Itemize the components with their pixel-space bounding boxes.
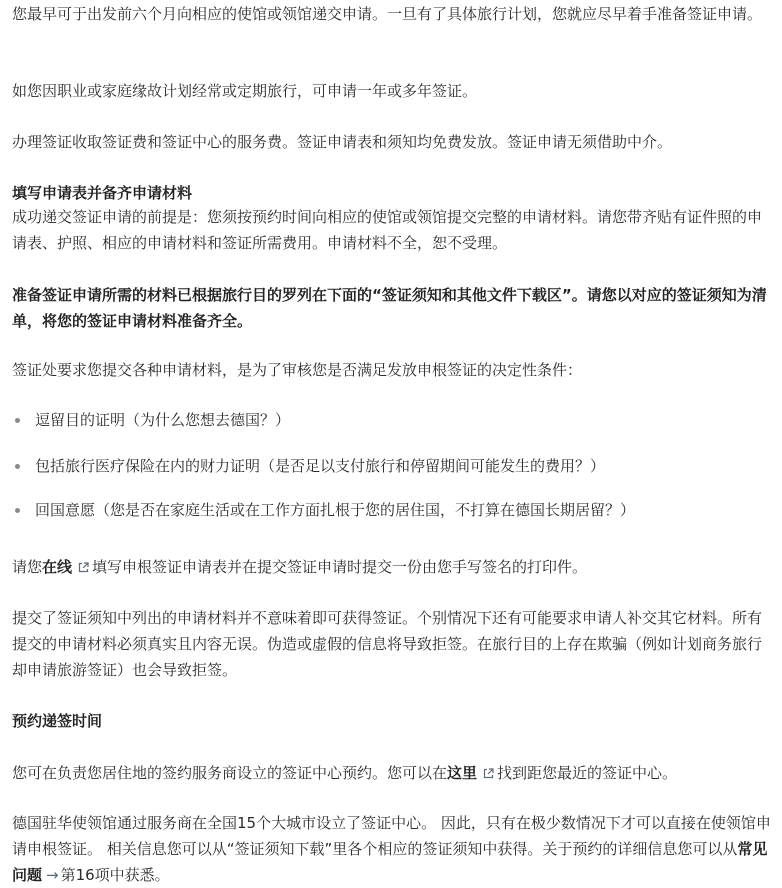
online-suffix: 填写申根签证申请表并在提交签证申请时提交一份由您手写签名的打印件。 xyxy=(92,558,588,576)
paragraph-visa-center xyxy=(12,760,776,786)
list-item-text: 逗留目的证明（为什么您想去德国？） xyxy=(35,411,291,429)
paragraph-multi-year-visa: 如您因职业或家庭缘故计划经常或定期旅行，可申请一年或多年签证。 xyxy=(12,82,478,100)
paragraph-apply-early: 您最早可于出发前六个月向相应的使馆或领馆递交申请。一旦有了具体旅行计划，您就应尽早着手准备签证申请。 xyxy=(12,5,763,23)
paragraph-fees: 办理签证收取签证费和签证中心的服务费。签证申请表和须知均免费发放。签证申请无须借助中介。 xyxy=(12,133,673,151)
visa-centers-suffix: 第16项中获悉。 xyxy=(60,866,170,884)
online-prefix: 请您 xyxy=(12,558,43,576)
external-link-icon[interactable] xyxy=(483,768,494,779)
bullet-icon xyxy=(15,418,20,423)
bullet-icon xyxy=(15,464,20,469)
list-item-text: 包括旅行医疗保险在内的财力证明（是否足以支付旅行和停留期间可能发生的费用？） xyxy=(35,457,606,475)
paragraph-warning: 提交了签证须知中列出的申请材料并不意味着即可获得签证。个别情况下还有可能要求申请人补交其它材料。所有提交的申请材料必须真实且内容无误。伪造或虚假的信息将导致拒签。在旅行目的上存在欺骗（例如计划商务旅行却申请旅游签证）也会导致拒签。 xyxy=(12,609,763,679)
paragraph-checklist-note: 准备签证申请所需的材料已根据旅行目的罗列在下面的“签证须知和其他文件下载区”。请您以对应的签证须知为清单，将您的签证申请材料准备齐全。 xyxy=(12,286,767,330)
heading-appointment: 预约递签时间 xyxy=(12,712,103,730)
list-item xyxy=(12,453,776,479)
list-item-text: 回国意愿（您是否在家庭生活或在工作方面扎根于您的居住国，不打算在德国长期居留？） xyxy=(35,501,636,519)
faq-link[interactable]: 常见问题 xyxy=(12,840,768,884)
visa-center-prefix: 您可在负责您居住地的签约服务商设立的签证中心预约。您可以在 xyxy=(12,764,448,782)
paragraph-conditions-intro: 签证处要求您提交各种申请材料，是为了审核您是否满足发放申根签证的决定性条件： xyxy=(12,361,583,379)
paragraph-visa-centers-info xyxy=(12,810,776,888)
visa-center-suffix: 找到距您最近的签证中心。 xyxy=(497,764,678,782)
bullet-icon xyxy=(15,508,20,513)
visa-center-here-link[interactable]: 这里 xyxy=(447,764,478,782)
paragraph-online-form xyxy=(12,554,776,580)
external-link-icon[interactable] xyxy=(78,562,89,573)
online-form-link[interactable]: 在线 xyxy=(42,558,73,576)
heading-fill-application: 填写申请表并备齐申请材料 xyxy=(12,184,193,202)
arrow-right-icon: → xyxy=(46,866,59,884)
list-item xyxy=(12,407,776,433)
visa-centers-prefix: 德国驻华使领馆通过服务商在全国15个大城市设立了签证中心。 因此，只有在极少数情况下才可以直接在使领馆申请申根签证。 相关信息您可以从“签证须知下载”里各个相应的签证须知中获得。关于预约的详细信息您可以从 xyxy=(12,814,771,858)
paragraph-requirements: 成功递交签证申请的前提是：您须按预约时间向相应的使馆或领馆提交完整的申请材料。请您带齐贴有证件照的申请表、护照、相应的申请材料和签证所需费用。申请材料不全，恕不受理。 xyxy=(12,208,763,252)
list-item xyxy=(12,497,776,523)
